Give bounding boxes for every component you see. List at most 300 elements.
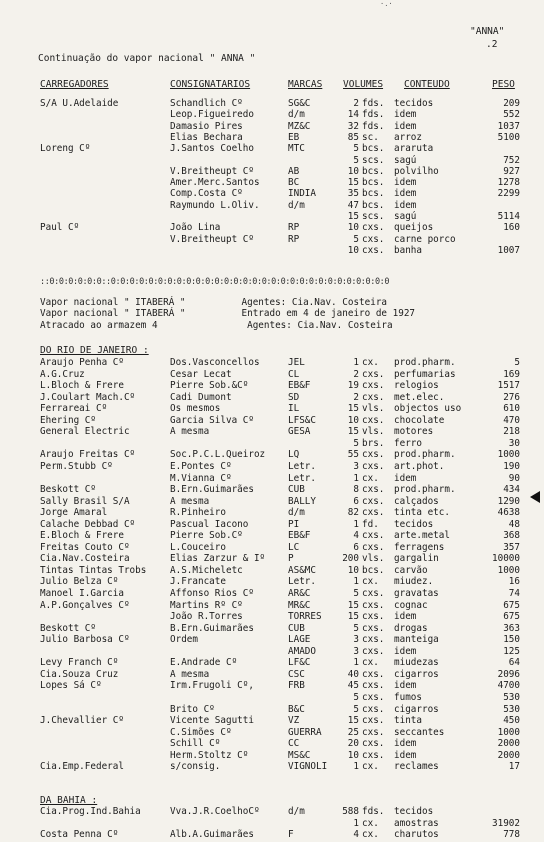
manifest-row [0, 369, 544, 380]
cell-consignee: Herm.Stoltz Cº [170, 749, 249, 761]
cell-marks: GUERRA [288, 726, 322, 738]
cell-package: cxs. [362, 703, 385, 715]
cell-quantity: 10 [347, 222, 359, 234]
cell-package: cxs. [362, 680, 385, 692]
manifest-row [0, 600, 544, 611]
cell-marks: MS&C [288, 749, 311, 761]
cell-weight: 357 [503, 541, 520, 553]
cell-contents: tecidos [394, 806, 434, 817]
manifest-row [0, 98, 544, 109]
cell-consignee: Raymundo L.Oliv. [170, 199, 260, 211]
cell-contents: idem [394, 199, 417, 211]
cell-consignee: A.S.Micheletc [170, 564, 243, 576]
manifest-row [0, 553, 544, 564]
cell-package: cxs. [362, 715, 385, 727]
cell-weight: 1037 [497, 120, 520, 132]
cell-shipper: Julio Belza Cº [40, 576, 119, 588]
cell-contents: idem [394, 188, 417, 200]
cell-package: cx. [362, 657, 379, 669]
cell-consignee: Ordem [170, 634, 198, 646]
cell-weight: 90 [508, 472, 520, 484]
cell-shipper: Manoel I.Garcia [40, 588, 124, 599]
cell-shipper: Loreng Cº [40, 143, 91, 155]
cell-shipper: General Electric [40, 426, 130, 438]
cell-shipper: Paul Cº [40, 222, 80, 234]
manifest-row [0, 669, 544, 680]
cell-package: cxs. [362, 668, 385, 680]
cell-quantity: 10 [347, 749, 359, 761]
manifest-row [0, 234, 544, 245]
cell-contents: polvilho [394, 165, 439, 177]
manifest-row [0, 449, 544, 460]
cell-marks: AB [288, 165, 300, 177]
cell-weight: 2000 [497, 738, 520, 750]
cell-quantity: 5 [353, 622, 359, 634]
cell-shipper: Cia.Emp.Federal [40, 761, 124, 773]
cell-marks: RP [288, 222, 300, 234]
manifest-row [0, 680, 544, 691]
section-bahia: DA BAHIA : [40, 795, 98, 806]
cell-marks: INDIA [288, 188, 316, 200]
cell-quantity: 3 [353, 460, 359, 472]
cell-consignee: V.Breitheupt Cº [170, 233, 254, 245]
cell-contents: idem [394, 472, 417, 484]
cell-contents: miudezas [394, 657, 439, 669]
cell-consignee: B.Ern.Guimarães [170, 484, 254, 496]
cell-shipper: Ehering Cº [40, 414, 96, 426]
cell-marks: EB [288, 131, 300, 143]
cell-consignee: Dos.Vasconcellos [170, 357, 260, 368]
manifest-row [0, 519, 544, 530]
cell-weight: 64 [508, 657, 520, 669]
manifest-row [0, 542, 544, 553]
cell-package: cx. [362, 357, 379, 368]
cell-shipper: Levy Franch Cº [40, 657, 119, 669]
cell-package: cxs. [362, 530, 385, 542]
manifest-row [0, 415, 544, 426]
cell-consignee: B.Ern.Guimarães [170, 622, 254, 634]
cell-shipper: Ferrareai Cº [40, 403, 108, 415]
cell-marks: IL [288, 403, 300, 415]
cell-contents: motores [394, 426, 434, 438]
manifest-row [0, 530, 544, 541]
cell-consignee: s/consig. [170, 761, 221, 773]
cell-contents: carvão [394, 564, 428, 576]
cell-contents: tinta etc. [394, 507, 450, 519]
cell-contents: ferragens [394, 541, 445, 553]
cell-weight: 125 [503, 645, 520, 657]
cell-package: cxs. [362, 368, 385, 380]
cell-marks: d/m [288, 109, 305, 121]
cell-weight: 5114 [497, 211, 520, 222]
cell-contents: idem [394, 680, 417, 692]
cell-marks: LC [288, 541, 300, 553]
cell-shipper: Tintas Tintas Trobs [40, 564, 147, 576]
cell-quantity: 5 [353, 703, 359, 715]
cell-package: cxs. [362, 541, 385, 553]
cell-contents: araruta [394, 143, 434, 155]
cell-contents: banha [394, 244, 422, 256]
cell-package: cxs. [362, 588, 385, 599]
cell-package: brs. [362, 437, 385, 449]
cell-marks: VZ [288, 715, 300, 727]
cell-quantity: 32 [347, 120, 359, 132]
vessel-header: "ANNA" [470, 26, 505, 37]
cell-marks: JEL [288, 357, 305, 368]
cell-package: cx. [362, 576, 379, 588]
cell-marks: P [288, 553, 294, 565]
cell-package: cxs. [362, 738, 385, 750]
cell-consignee: M.Vianna Cº [170, 472, 232, 484]
cell-contents: cigarros [394, 703, 439, 715]
cell-marks: CUB [288, 484, 305, 496]
cell-weight: 552 [503, 109, 520, 121]
cell-quantity: 2 [353, 391, 359, 403]
cell-consignee: Elias Bechara [170, 131, 243, 143]
cell-contents: perfumarias [394, 368, 456, 380]
cell-package: cxs. [362, 726, 385, 738]
cell-quantity: 10 [347, 414, 359, 426]
manifest-row [0, 155, 544, 166]
cell-package: cx. [362, 472, 379, 484]
cell-consignee: Vicente Sagutti [170, 715, 254, 727]
cell-shipper: Jorge Amaral [40, 507, 108, 519]
cell-quantity: 15 [347, 715, 359, 727]
cell-weight: 169 [503, 368, 520, 380]
cell-quantity: 3 [353, 645, 359, 657]
cell-shipper: Beskott Cº [40, 484, 96, 496]
cell-weight: 530 [503, 691, 520, 703]
cell-consignee: Elias Zarzur & Iº [170, 553, 266, 565]
cell-contents: objectos uso [394, 403, 462, 415]
cell-package: bcs. [362, 177, 385, 189]
cell-contents: sagú [394, 154, 417, 166]
cell-quantity: 15 [347, 211, 359, 222]
cell-contents: drogas [394, 622, 428, 634]
cell-consignee: Alb.A.Guimarães [170, 829, 254, 840]
cell-weight: 150 [503, 634, 520, 646]
cell-package: cxs. [362, 507, 385, 519]
ship-info-line: Atracado ao armazem 4 Agentes: Cia.Nav. Costeira [40, 320, 393, 331]
cell-quantity: 10 [347, 244, 359, 256]
manifest-row [0, 692, 544, 703]
cell-quantity: 25 [347, 726, 359, 738]
cell-contents: ferro [394, 437, 422, 449]
manifest-row [0, 188, 544, 199]
manifest-row [0, 484, 544, 495]
cell-quantity: 2 [353, 368, 359, 380]
cell-weight: 190 [503, 460, 520, 472]
cell-marks: LF&C [288, 657, 311, 669]
cell-package: sc. [362, 131, 379, 143]
ship-info-line: Vapor nacional " ITABERÁ " Agentes: Cia.Nav. Costeira [40, 297, 388, 308]
cell-package: cxs. [362, 460, 385, 472]
manifest-row [0, 461, 544, 472]
cell-marks: CSC [288, 668, 305, 680]
cell-weight: 30 [508, 437, 520, 449]
cell-shipper: S/A U.Adelaide [40, 98, 119, 109]
cell-marks: Letr. [288, 460, 316, 472]
ship-info-line: Vapor nacional " ITABERÁ " Entrado em 4 de janeiro de 1927 [40, 308, 416, 319]
cell-consignee: R.Pinheiro [170, 507, 226, 519]
cell-contents: queijos [394, 222, 434, 234]
cell-shipper: Lopes Sá Cº [40, 680, 102, 692]
manifest-row [0, 200, 544, 211]
cell-quantity: 5 [353, 437, 359, 449]
manifest-row [0, 646, 544, 657]
cell-contents: idem [394, 611, 417, 623]
cell-marks: Letr. [288, 576, 316, 588]
cell-marks: AR&C [288, 588, 311, 599]
cell-consignee: Vva.J.R.CoelhoCº [170, 806, 260, 817]
cell-package: cxs. [362, 622, 385, 634]
manifest-row [0, 496, 544, 507]
cell-weight: 276 [503, 391, 520, 403]
col-marcas: MARCAS [288, 79, 323, 90]
cell-marks: SG&C [288, 98, 311, 109]
cell-marks: d/m [288, 507, 305, 519]
cell-weight: 1000 [497, 564, 520, 576]
cell-marks: F [288, 829, 294, 840]
cell-contents: calçados [394, 495, 439, 507]
cell-contents: gravatas [394, 588, 439, 599]
col-consignatarios: CONSIGNATARIOS [170, 79, 251, 90]
cell-consignee: C.Simões Cº [170, 726, 232, 738]
cell-shipper: Costa Penna Cº [40, 829, 119, 840]
cell-package: cxs. [362, 222, 385, 234]
cell-consignee: V.Breitheupt Cº [170, 165, 254, 177]
cell-package: cxs. [362, 634, 385, 646]
cell-package: vls. [362, 553, 385, 565]
manifest-row [0, 245, 544, 256]
manifest-row [0, 222, 544, 233]
cell-quantity: 5 [353, 154, 359, 166]
cell-marks: PI [288, 518, 300, 530]
separator-line: ::0:0:0:0:0:0::0:0:0:0:0:0:0:0:0:0:0:0:0:0:0:0:0:0:0:0:0:0:0:0:0:0:0:0:0:0 [40, 277, 390, 287]
cell-package: cxs. [362, 691, 385, 703]
cell-package: bcs. [362, 199, 385, 211]
cell-quantity: 10 [347, 165, 359, 177]
cell-marks: LAGE [288, 634, 311, 646]
cell-contents: charutos [394, 829, 439, 840]
cell-consignee: Irm.Frugoli Cº, [170, 680, 254, 692]
manifest-row [0, 426, 544, 437]
cell-quantity: 200 [342, 553, 359, 565]
cell-marks: LQ [288, 449, 300, 461]
cell-marks: B&C [288, 703, 305, 715]
cell-marks: GESA [288, 426, 311, 438]
cell-marks: FRB [288, 680, 305, 692]
col-peso: PESO [492, 79, 515, 90]
section-rio-de-janeiro: DO RIO DE JANEIRO : [40, 345, 149, 356]
cell-consignee: Cesar Lecat [170, 368, 232, 380]
cell-contents: amostras [394, 817, 439, 829]
cell-weight: 4700 [497, 680, 520, 692]
cell-contents: met.elec. [394, 391, 445, 403]
cell-shipper: L.Bloch & Frere [40, 380, 124, 392]
cell-consignee: J.Santos Coelho [170, 143, 254, 155]
cell-package: bcs. [362, 143, 385, 155]
top-mark: ·.· [380, 0, 393, 8]
manifest-row [0, 634, 544, 645]
cell-contents: idem [394, 738, 417, 750]
cell-weight: 778 [503, 829, 520, 840]
manifest-row [0, 357, 544, 368]
col-carregadores: CARREGADORES [40, 79, 109, 90]
cell-quantity: 1 [353, 472, 359, 484]
cell-marks: AMADO [288, 645, 316, 657]
cell-package: bcs. [362, 188, 385, 200]
cell-shipper: A.G.Cruz [40, 368, 85, 380]
cell-shipper: Freitas Couto Cº [40, 541, 130, 553]
cell-contents: gargalin [394, 553, 439, 565]
cell-quantity: 5 [353, 143, 359, 155]
cell-shipper: J.Chevallier Cº [40, 715, 124, 727]
manifest-row [0, 177, 544, 188]
cell-weight: 4638 [497, 507, 520, 519]
cell-quantity: 85 [347, 131, 359, 143]
cell-marks: LFS&C [288, 414, 316, 426]
cell-shipper: Sally Brasil S/A [40, 495, 130, 507]
cell-marks: d/m [288, 199, 305, 211]
cell-package: cxs. [362, 391, 385, 403]
cell-quantity: 15 [347, 599, 359, 611]
cell-quantity: 8 [353, 484, 359, 496]
manifest-row [0, 109, 544, 120]
cell-shipper: Cia.Souza Cruz [40, 668, 119, 680]
cell-package: cxs. [362, 611, 385, 623]
cell-quantity: 6 [353, 541, 359, 553]
cell-consignee: Brito Cº [170, 703, 215, 715]
cell-shipper: J.Coulart Mach.Cº [40, 391, 136, 403]
cell-weight: 31902 [492, 817, 520, 829]
cell-weight: 752 [503, 154, 520, 166]
cell-quantity: 5 [353, 588, 359, 599]
cell-consignee: A mesma [170, 668, 210, 680]
cell-weight: 218 [503, 426, 520, 438]
cell-shipper: Calache Debbad Cº [40, 518, 136, 530]
cell-consignee: J.Francate [170, 576, 226, 588]
manifest-row [0, 588, 544, 599]
cell-package: fd. [362, 518, 379, 530]
cell-shipper: A.P.Gonçalves Cº [40, 599, 130, 611]
cell-consignee: A mesma [170, 426, 210, 438]
cell-consignee: João R.Torres [170, 611, 243, 623]
cell-package: fds. [362, 120, 385, 132]
cell-package: cxs. [362, 749, 385, 761]
cell-contents: sagú [394, 211, 417, 222]
cell-contents: miudez. [394, 576, 434, 588]
cell-quantity: 1 [353, 761, 359, 773]
cell-consignee: L.Couceiro [170, 541, 226, 553]
manifest-row [0, 761, 544, 772]
cell-weight: 5100 [497, 131, 520, 143]
cell-weight: 209 [503, 98, 520, 109]
cell-weight: 368 [503, 530, 520, 542]
cell-weight: 48 [508, 518, 520, 530]
cell-quantity: 1 [353, 817, 359, 829]
cell-package: fds. [362, 806, 385, 817]
cell-quantity: 19 [347, 380, 359, 392]
manifest-row [0, 392, 544, 403]
cell-marks: SD [288, 391, 300, 403]
cell-marks: CUB [288, 622, 305, 634]
cell-contents: reclames [394, 761, 439, 773]
cell-consignee: Schandlich Cº [170, 98, 243, 109]
manifest-row [0, 829, 544, 840]
cell-consignee: Soc.P.C.L.Queiroz [170, 449, 266, 461]
cell-quantity: 35 [347, 188, 359, 200]
cell-quantity: 4 [353, 530, 359, 542]
cell-consignee: E.Andrade Cº [170, 657, 238, 669]
cell-consignee: E.Pontes Cº [170, 460, 232, 472]
cell-weight: 160 [503, 222, 520, 234]
cell-consignee: Os mesmos [170, 403, 221, 415]
cell-marks: CC [288, 738, 300, 750]
cell-quantity: 588 [342, 806, 359, 817]
cell-consignee: Pierre Sob.&Cº [170, 380, 249, 392]
cell-package: cxs. [362, 645, 385, 657]
cell-weight: 2096 [497, 668, 520, 680]
manifest-row [0, 403, 544, 414]
cell-quantity: 15 [347, 403, 359, 415]
col-volumes: VOLUMES [343, 79, 384, 90]
cell-package: cxs. [362, 414, 385, 426]
cell-package: cx. [362, 817, 379, 829]
cell-package: vls. [362, 426, 385, 438]
cell-weight: 434 [503, 484, 520, 496]
cell-contents: idem [394, 177, 417, 189]
cell-quantity: 47 [347, 199, 359, 211]
cell-quantity: 3 [353, 634, 359, 646]
manifest-row [0, 611, 544, 622]
cell-quantity: 6 [353, 495, 359, 507]
cell-contents: prod.pharm. [394, 357, 456, 368]
cell-quantity: 1 [353, 357, 359, 368]
cell-package: cx. [362, 761, 379, 773]
cell-consignee: Amer.Merc.Santos [170, 177, 260, 189]
manifest-row [0, 132, 544, 143]
cell-weight: 1517 [497, 380, 520, 392]
cell-package: scs. [362, 211, 385, 222]
cell-consignee: Schill Cº [170, 738, 221, 750]
cell-shipper: Araujo Freitas Cº [40, 449, 136, 461]
cell-consignee: Leop.Figueiredo [170, 109, 254, 121]
cell-quantity: 15 [347, 177, 359, 189]
cell-quantity: 1 [353, 518, 359, 530]
cell-marks: TORRES [288, 611, 322, 623]
cell-weight: 1000 [497, 726, 520, 738]
cell-consignee: Comp.Costa Cº [170, 188, 243, 200]
cell-contents: carne porco [394, 233, 456, 245]
cell-marks: Letr. [288, 472, 316, 484]
cell-weight: 610 [503, 403, 520, 415]
cell-contents: idem [394, 120, 417, 132]
cell-weight: 1007 [497, 244, 520, 256]
cell-contents: fumos [394, 691, 422, 703]
cell-package: fds. [362, 109, 385, 121]
cell-contents: idem [394, 645, 417, 657]
document-title: Continuação do vapor nacional " ANNA " [38, 53, 256, 64]
cell-quantity: 45 [347, 680, 359, 692]
cell-marks: VIGNOLI [288, 761, 328, 773]
cell-weight: 17 [508, 761, 520, 773]
cell-marks: AS&MC [288, 564, 316, 576]
cell-package: cxs. [362, 484, 385, 496]
cell-weight: 2000 [497, 749, 520, 761]
cell-weight: 1000 [497, 449, 520, 461]
cell-shipper: E.Bloch & Frere [40, 530, 124, 542]
